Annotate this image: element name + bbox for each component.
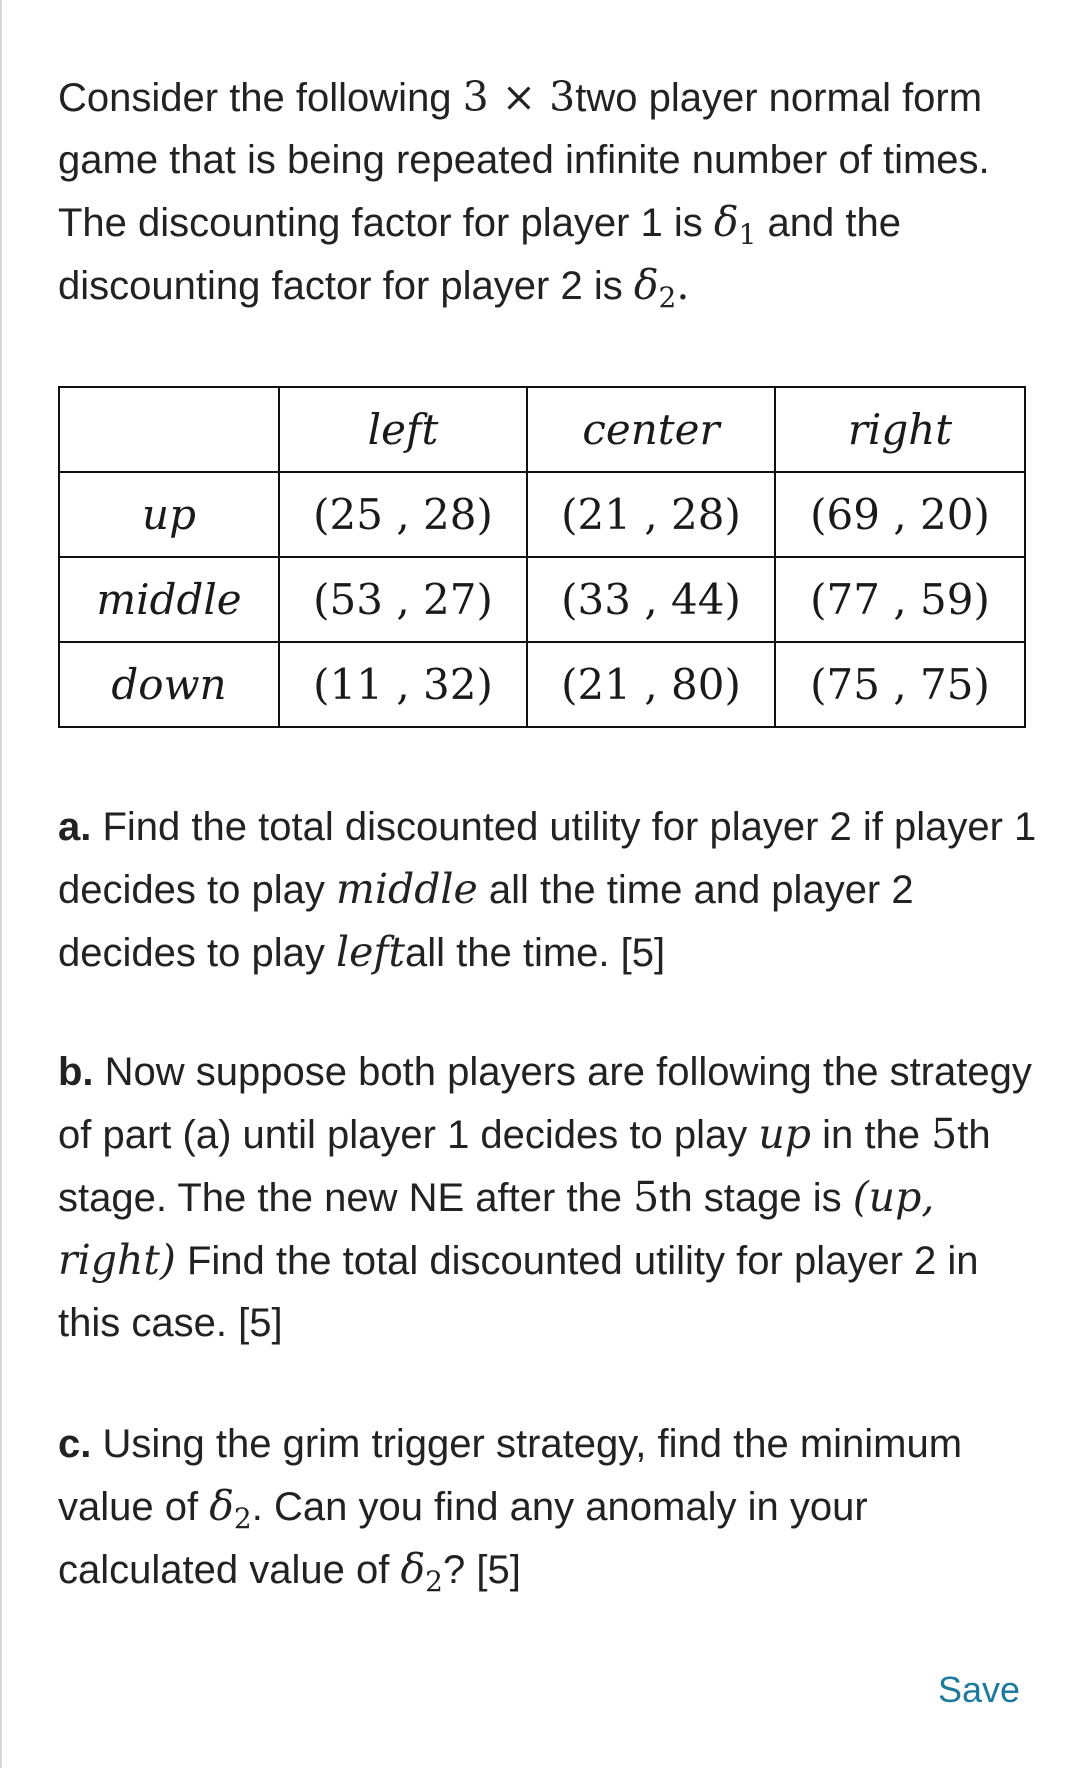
row-label: down (59, 642, 279, 727)
payoff-cell: (53 , 27) (279, 557, 527, 642)
intro-text-3: and the discounting factor for player 2 is (58, 201, 901, 308)
row-label: up (59, 472, 279, 557)
question-b-text-2: in the (811, 1113, 932, 1157)
save-button[interactable]: Save (938, 1669, 1021, 1710)
table-row (59, 642, 1025, 727)
intro-text (58, 66, 1028, 317)
question-b-label: b. (58, 1050, 94, 1094)
table-row (59, 472, 1025, 557)
intro-period: . (676, 261, 690, 309)
table-row (59, 557, 1025, 642)
question-b-text-5: Find the total discounted utility for player 2 in this case. [5] (58, 1239, 979, 1345)
delta-2-letter: δ (633, 261, 659, 309)
stage-number: 5 (931, 1110, 958, 1158)
payoff-cell: (75 , 75) (775, 642, 1025, 727)
matrix-dimension: 3 × 3 (462, 73, 576, 121)
question-a-text (58, 796, 1048, 984)
delta-letter: δ (209, 1482, 234, 1530)
row-label: middle (59, 557, 279, 642)
payoff-cell: (25 , 28) (279, 472, 527, 557)
delta-2-symbol (400, 1545, 443, 1598)
question-b-text-1: Now suppose both players are following the strategy of part (a) until player 1 decides to play (58, 1050, 1032, 1157)
delta-1-letter: δ (713, 198, 739, 246)
strategy-up: up (758, 1110, 812, 1158)
payoff-matrix (58, 386, 1026, 728)
delta-1-symbol (713, 198, 757, 251)
question-c-text-1: Using the grim trigger strategy, find the minimum value of (58, 1422, 963, 1529)
question-c (58, 1413, 1048, 1601)
delta-letter: δ (400, 1545, 426, 1593)
delta-1-subscript: 1 (738, 218, 757, 251)
intro-paragraph (58, 66, 1028, 317)
strategy-middle: middle (335, 865, 478, 913)
question-b-text-4: th stage is (659, 1176, 853, 1220)
question-a-label: a. (58, 805, 92, 849)
question-c-text-2: . Can you find any anomaly in your calculated value of (58, 1485, 868, 1592)
question-c-text-3: ? [5] (442, 1548, 521, 1592)
strategy-left: left (335, 928, 405, 976)
delta-subscript: 2 (425, 1565, 443, 1598)
payoff-cell: (21 , 28) (527, 472, 775, 557)
intro-text-2: two player normal form game that is being repeated infinite number of times. The discounting factor for player 1 is (58, 76, 990, 245)
column-header: left (279, 387, 527, 472)
question-a-text-3: all the time. [5] (404, 931, 666, 975)
corner-cell (59, 387, 279, 472)
delta-2-symbol (633, 261, 677, 314)
question-a-text-1: Find the total discounted utility for player 2 if player 1 decides to play (58, 805, 1037, 912)
delta-2-symbol (209, 1482, 252, 1535)
strategy-profile-up-right: (up, right) (58, 1173, 935, 1284)
stage-number: 5 (633, 1173, 660, 1221)
question-b (58, 1041, 1048, 1354)
payoff-cell: (69 , 20) (775, 472, 1025, 557)
payoff-cell: (77 , 59) (775, 557, 1025, 642)
column-header: right (775, 387, 1025, 472)
delta-2-subscript: 2 (658, 281, 677, 314)
question-a-text-2: all the time and player 2 decides to play (58, 868, 914, 975)
question-b-text-3: th stage. The the new NE after the (58, 1113, 991, 1220)
intro-text-1: Consider the following (58, 76, 463, 120)
payoff-cell: (21 , 80) (527, 642, 775, 727)
delta-subscript: 2 (233, 1502, 252, 1535)
column-header: center (527, 387, 775, 472)
header-row (59, 387, 1025, 472)
question-b-text (58, 1041, 1048, 1354)
payoff-cell: (33 , 44) (527, 557, 775, 642)
question-c-label: c. (58, 1422, 92, 1466)
question-a (58, 796, 1048, 984)
question-c-text (58, 1413, 1048, 1601)
payoff-cell: (11 , 32) (279, 642, 527, 727)
